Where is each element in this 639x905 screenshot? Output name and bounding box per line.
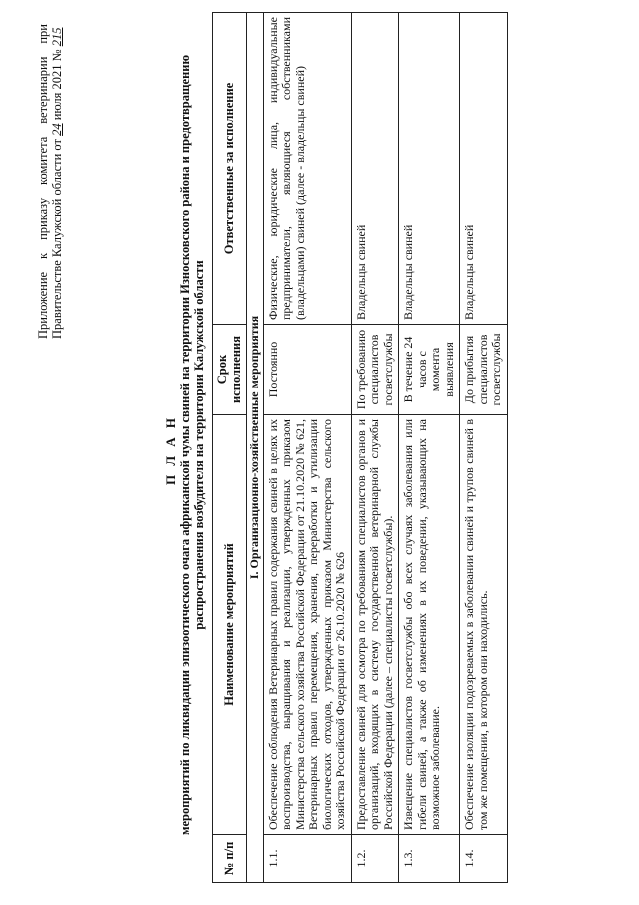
row-name: Извещение специалистов госветслужбы обо всех случаях заболевания или гибели свиней, а также об изменениях в их поведении, указывающих на возможное заболевание. bbox=[399, 415, 460, 835]
row-resp: Физические, юридические лица, индивидуальные предприниматели, являющиеся собственниками (владельцами) свиней (далее - владельцы свиней) bbox=[263, 13, 351, 325]
section-row bbox=[247, 13, 264, 883]
row-term: В течение 24 часов с момента выявления bbox=[399, 325, 460, 415]
row-num: 1.3. bbox=[399, 835, 460, 883]
row-term: До прибытия специалистов госветслужбы bbox=[460, 325, 508, 415]
table-row bbox=[460, 13, 508, 883]
row-name: Предоставление свиней для осмотра по требованиям специалистов органов и организаций, входящих в систему государственной ветеринарной службы Российской Федерации (далее – специалисты госветслужбы). bbox=[351, 415, 399, 835]
row-term: Постоянно bbox=[263, 325, 351, 415]
row-term: По требованию специалистов госветслужбы bbox=[351, 325, 399, 415]
row-num: 1.2. bbox=[351, 835, 399, 883]
header-name: Наименование мероприятий bbox=[213, 415, 247, 835]
header-resp: Ответственные за исполнение bbox=[213, 13, 247, 325]
table-row bbox=[399, 13, 460, 883]
row-resp: Владельцы свиней bbox=[351, 13, 399, 325]
header-num: № п/п bbox=[213, 835, 247, 883]
appendix-note bbox=[36, 24, 64, 339]
appendix-day: 24 bbox=[50, 123, 64, 136]
plan-title: П Л А Н bbox=[163, 414, 178, 486]
section-title: I. Организационно-хозяйственные мероприятия bbox=[247, 13, 264, 883]
appendix-line: Приложение к приказу комитета ветеринарии при Правительстве Калужской области от bbox=[36, 24, 64, 339]
plan-table bbox=[212, 12, 508, 883]
row-name: Обеспечение изоляции подозреваемых в заболевании свиней и трупов свиней в том же помещении, в котором они находились. bbox=[460, 415, 508, 835]
appendix-month-year: июля 2021 № bbox=[50, 49, 64, 121]
table-row bbox=[351, 13, 399, 883]
plan-subtitle: мероприятий по ликвидации эпизоотического очага африканской чумы свиней на территории Износковского района и предотвращению распространения возбудителя на территории Калужской области bbox=[178, 54, 206, 836]
row-num: 1.4. bbox=[460, 835, 508, 883]
row-resp: Владельцы свиней bbox=[460, 13, 508, 325]
appendix-number: 215 bbox=[50, 27, 64, 47]
row-resp: Владельцы свиней bbox=[399, 13, 460, 325]
row-name: Обеспечение соблюдения Ветеринарных правил содержания свиней в целях их воспроизводства, выращивания и реализации, утвержденных приказом Министерства сельского хозяйства Российской Федерации от 21.10.2020 № 621, Ветеринарных правил перемещения, хранения, переработки и утилизации биологических отходов, утвержденных приказом Министерства сельского хозяйства Российской Федерации от 26.10.2020 № 626 bbox=[263, 415, 351, 835]
row-num: 1.1. bbox=[263, 835, 351, 883]
header-term: Срок исполнения bbox=[213, 325, 247, 415]
table-header-row bbox=[213, 13, 247, 883]
table-row bbox=[263, 13, 351, 883]
